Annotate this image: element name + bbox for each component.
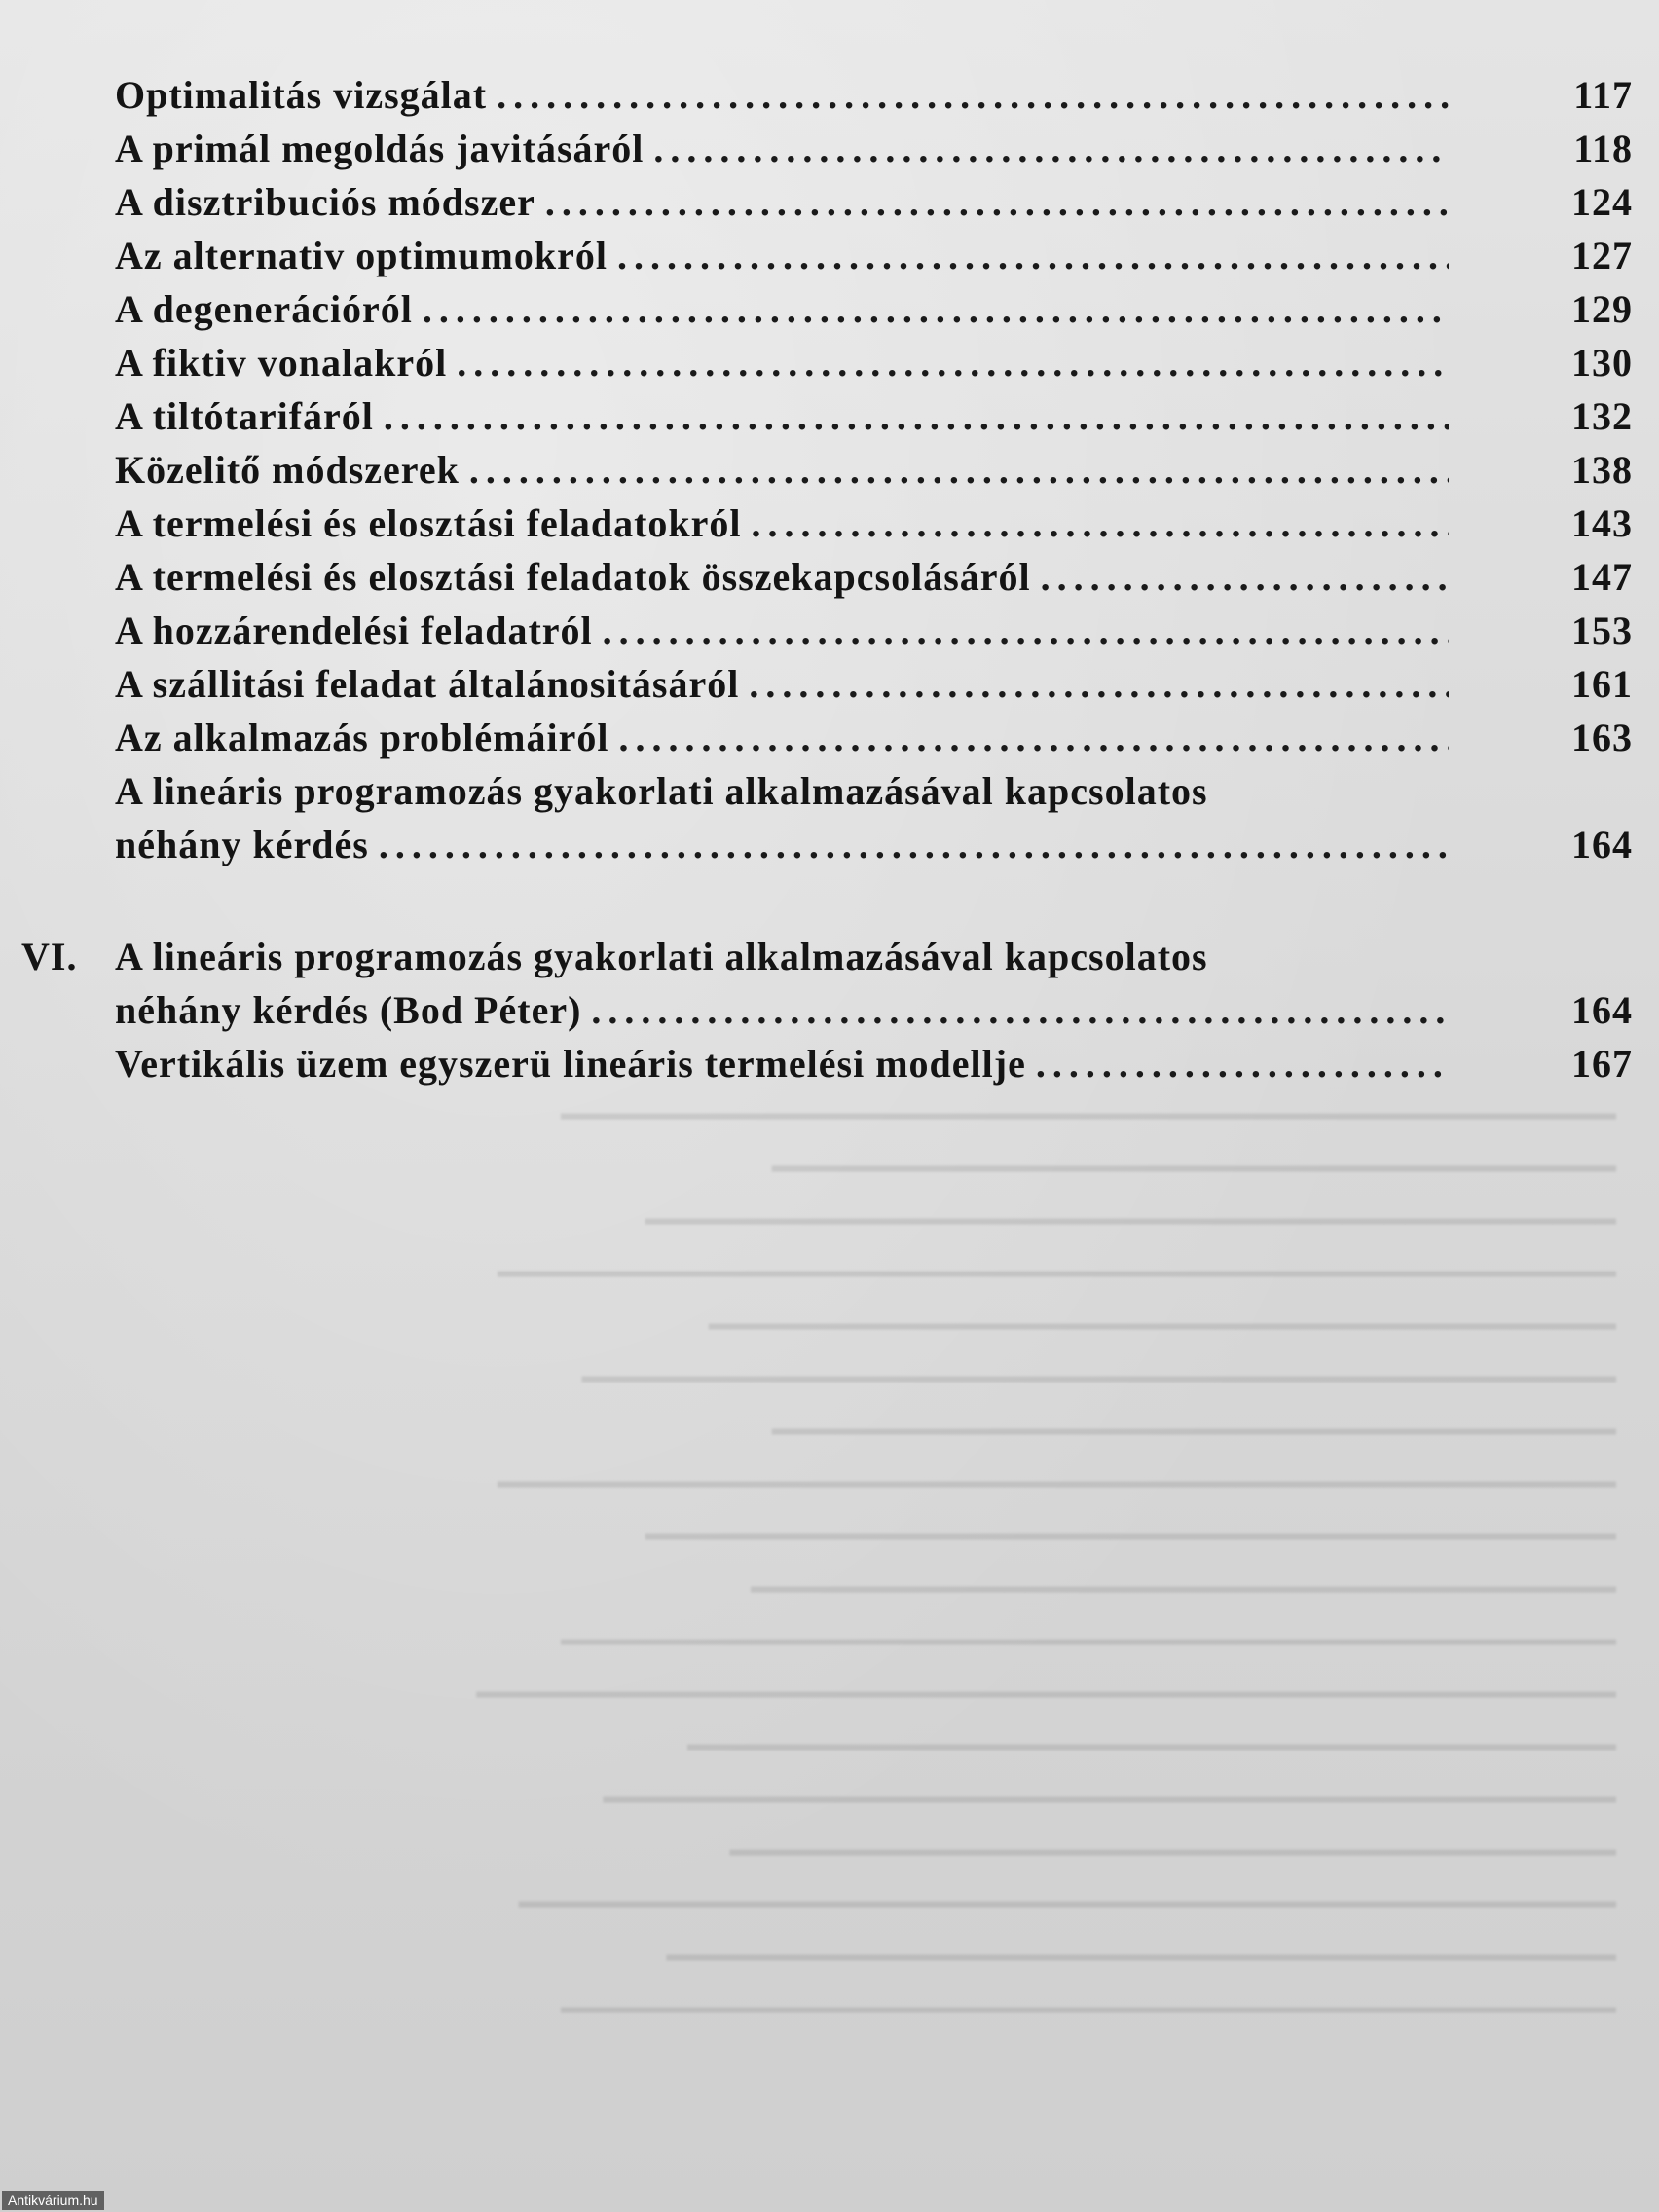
toc-entry	[0, 930, 1659, 984]
entry-title: A disztribuciós módszer	[115, 180, 535, 224]
dot-leader	[603, 604, 1449, 658]
entry-title: Közelitő módszerek	[115, 448, 460, 492]
dot-leader	[591, 983, 1449, 1038]
entry-title: Optimalitás vizsgálat	[115, 73, 488, 117]
toc-entry	[0, 604, 1659, 658]
dot-leader	[752, 497, 1449, 551]
dot-leader	[653, 122, 1449, 176]
entry-title-line	[115, 336, 1449, 390]
entry-title-line	[115, 930, 1449, 984]
entry-title-line	[115, 550, 1449, 605]
toc-entry	[0, 764, 1659, 819]
dot-leader	[618, 711, 1449, 765]
page-number: 127	[1571, 234, 1633, 277]
page-number: 117	[1573, 73, 1633, 117]
toc-entry	[0, 122, 1659, 176]
dot-leader	[545, 175, 1449, 230]
entry-title: A lineáris programozás gyakorlati alkalmazásával kapcsolatos	[115, 935, 1208, 978]
entry-title-line	[115, 764, 1449, 819]
page-number: 147	[1571, 555, 1633, 599]
entry-title-line	[115, 657, 1449, 712]
entry-title: Az alternativ optimumokról	[115, 234, 608, 277]
dot-leader	[617, 229, 1449, 283]
entry-title-line	[115, 122, 1449, 176]
entry-title: A hozzárendelési feladatról	[115, 608, 593, 652]
toc-entry	[0, 443, 1659, 498]
toc-entry	[0, 818, 1659, 872]
entry-title: néhány kérdés (Bod Péter)	[115, 988, 582, 1032]
entry-title: A tiltótarifáról	[115, 394, 374, 438]
dot-leader	[497, 68, 1449, 123]
entry-title-line	[115, 497, 1449, 551]
entry-title-line	[115, 1037, 1449, 1091]
toc-entry	[0, 229, 1659, 283]
dot-leader	[379, 818, 1449, 872]
page-number: 143	[1571, 501, 1633, 545]
entry-title: A termelési és elosztási feladatokról	[115, 501, 742, 545]
entry-title: A fiktiv vonalakról	[115, 341, 448, 385]
watermark: Antikvárium.hu	[2, 2191, 104, 2210]
page-number: 153	[1571, 608, 1633, 652]
dot-leader	[749, 657, 1449, 712]
entry-title-line	[115, 711, 1449, 765]
page-number: 132	[1571, 394, 1633, 438]
entry-title: A primál megoldás javitásáról	[115, 127, 645, 170]
dot-leader	[1036, 1037, 1449, 1091]
toc-entry	[0, 550, 1659, 605]
dot-leader	[423, 282, 1449, 337]
dot-leader	[457, 336, 1449, 390]
entry-title-line	[115, 175, 1449, 230]
dot-leader	[1041, 550, 1449, 605]
entry-title-line	[115, 229, 1449, 283]
entry-title-line	[115, 983, 1449, 1038]
entry-title-line	[115, 68, 1449, 123]
page-number: 167	[1571, 1042, 1633, 1086]
chapter-number: VI.	[21, 935, 78, 978]
dot-leader	[384, 389, 1449, 444]
toc-entry	[0, 389, 1659, 444]
show-through-text: ━━━━━━━━━━━━━━━━━━━━━━━━━━━━━━━━━━━━━━━━━━━━━━━━━━ ━━━━━━━━━━━━━━━━━━━━━━━━━━━━━━━━━━━━━━━━ ━━━━━━━━━━━━━━━━━━━━━━━━━━━━━━━━━━━━━━━━━━━━━━ ━━━━━━━━━━━━━━━━━━━━━━━━━━━━━━━━━━━━━━━━━━━━━━━━━━━━━ ━━━━━━━━━━━━━━━━━━━━━━━━━━━━━━━━━━━━━━━━━━━ ━━━━━━━━━━━━━━━━━━━━━━━━━━━━━━━━━━━━━━━━━━━━━━━━━ ━━━━━━━━━━━━━━━━━━━━━━━━━━━━━━━━━━━━━━━━ ━━━━━━━━━━━━━━━━━━━━━━━━━━━━━━━━━━━━━━━━━━━━━━━━━━━━━ ━━━━━━━━━━━━━━━━━━━━━━━━━━━━━━━━━━━━━━━━━━━━━━ ━━━━━━━━━━━━━━━━━━━━━━━━━━━━━━━━━━━━━━━━━ ━━━━━━━━━━━━━━━━━━━━━━━━━━━━━━━━━━━━━━━━━━━━━━━━━━ ━━━━━━━━━━━━━━━━━━━━━━━━━━━━━━━━━━━━━━━━━━━━━━━━━━━━━━ ━━━━━━━━━━━━━━━━━━━━━━━━━━━━━━━━━━━━━━━━━━━━ ━━━━━━━━━━━━━━━━━━━━━━━━━━━━━━━━━━━━━━━━━━━━━━━━ ━━━━━━━━━━━━━━━━━━━━━━━━━━━━━━━━━━━━━━━━━━ ━━━━━━━━━━━━━━━━━━━━━━━━━━━━━━━━━━━━━━━━━━━━━━━━━━━━ ━━━━━━━━━━━━━━━━━━━━━━━━━━━━━━━━━━━━━━━━━━━━━ ━━━━━━━━━━━━━━━━━━━━━━━━━━━━━━━━━━━━━━━━━━━━━━━━━━	[476, 1097, 1616, 2030]
toc-entry	[0, 336, 1659, 390]
page-number: 130	[1571, 341, 1633, 385]
page-number: 118	[1573, 127, 1633, 170]
entry-title: A szállitási feladat általánositásáról	[115, 662, 740, 706]
entry-title: A lineáris programozás gyakorlati alkalmazásával kapcsolatos	[115, 769, 1208, 813]
entry-title: néhány kérdés	[115, 823, 369, 866]
entry-title: Az alkalmazás problémáiról	[115, 716, 609, 759]
entry-title: A degenerációról	[115, 287, 413, 331]
toc-entry	[0, 282, 1659, 337]
entry-title-line	[115, 389, 1449, 444]
toc-entry	[0, 1037, 1659, 1091]
toc-entry	[0, 175, 1659, 230]
page-number: 161	[1571, 662, 1633, 706]
page-number: 124	[1571, 180, 1633, 224]
entry-title-line	[115, 604, 1449, 658]
entry-title: A termelési és elosztási feladatok összekapcsolásáról	[115, 555, 1031, 599]
page-number: 163	[1571, 716, 1633, 759]
toc-entry	[0, 983, 1659, 1038]
entry-title: Vertikális üzem egyszerü lineáris termelési modellje	[115, 1042, 1026, 1086]
entry-title-line	[115, 443, 1449, 498]
toc-entry	[0, 68, 1659, 123]
toc-entry	[0, 657, 1659, 712]
entry-title-line	[115, 818, 1449, 872]
toc-entry	[0, 497, 1659, 551]
page-number: 164	[1571, 823, 1633, 866]
page-number: 129	[1571, 287, 1633, 331]
page-number: 138	[1571, 448, 1633, 492]
page-number: 164	[1571, 988, 1633, 1032]
toc-entry	[0, 711, 1659, 765]
entry-title-line	[115, 282, 1449, 337]
dot-leader	[469, 443, 1449, 498]
